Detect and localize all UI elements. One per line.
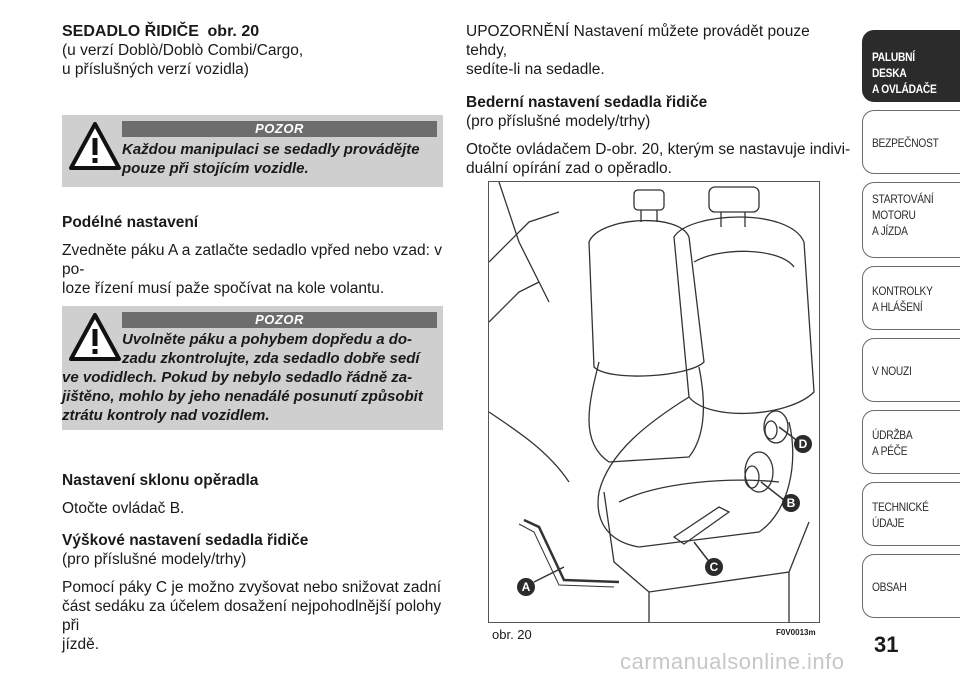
lumbar-heading: Bederní nastavení sedadla řidiče xyxy=(466,94,708,111)
lumbar-note: (pro příslušné modely/trhy) xyxy=(466,113,651,130)
tab-kontrolky[interactable] xyxy=(862,266,960,330)
page-number: 31 xyxy=(874,632,899,657)
watermark: carmanualsonline.info xyxy=(620,649,845,674)
seat-figure xyxy=(488,181,820,623)
tab-label: OBSAH xyxy=(872,580,907,594)
seat-illustration xyxy=(489,182,819,622)
tab-label: ÚDRŽBA A PÉČE xyxy=(872,428,913,458)
tab-label: STARTOVÁNÍ MOTORU A JÍZDA xyxy=(872,192,934,238)
title-note-2: u příslušných verzí vozidla) xyxy=(62,61,249,78)
height-text-2: část sedáku za účelem dosažení nejpohodlnější polohy při xyxy=(62,598,442,634)
tab-label: V NOUZI xyxy=(872,364,912,378)
tab-label: BEZPEČNOST xyxy=(872,136,939,150)
recline-heading: Nastavení sklonu opěradla xyxy=(62,472,259,489)
height-text-1: Pomocí páky C je možno zvyšovat nebo snižovat zadní xyxy=(62,579,442,596)
right-column xyxy=(466,22,852,178)
tab-palubni-deska[interactable] xyxy=(862,30,960,102)
section-title: SEDADLO ŘIDIČE obr. 20 xyxy=(62,23,260,40)
longitudinal-section xyxy=(62,213,444,298)
warning-box-1 xyxy=(62,115,443,187)
warning-label: POZOR xyxy=(122,121,437,137)
tab-obsah[interactable] xyxy=(862,554,960,618)
lumbar-text-1: Otočte ovládačem D-obr. 20, kterým se nastavuje indivi- xyxy=(466,141,851,158)
tab-technicke-udaje[interactable] xyxy=(862,482,960,546)
longitudinal-text-2: loze řízení musí paže spočívat na kole volantu. xyxy=(62,280,385,297)
title-note-1: (u verzí Doblò/Doblò Combi/Cargo, xyxy=(62,42,304,59)
notice-line-2: sedíte-li na sedadle. xyxy=(466,61,605,78)
figure-label-a-text: A xyxy=(521,580,531,594)
tab-startovani[interactable] xyxy=(862,182,960,258)
warning-triangle-icon xyxy=(68,121,122,171)
longitudinal-text-1: Zvedněte páku A a zatlačte sedadlo vpřed nebo vzad: v po- xyxy=(62,242,443,278)
height-heading: Výškové nastavení sedadla řidiče xyxy=(62,532,309,549)
height-note: (pro příslušné modely/trhy) xyxy=(62,551,247,568)
figure-label-b xyxy=(782,494,800,512)
figure-label-b-text: B xyxy=(786,496,796,510)
warning-label: POZOR xyxy=(122,312,437,328)
lumbar-text-2: duální opírání zad o opěradlo. xyxy=(466,160,672,177)
warning-2-line-1: Uvolněte páku a pohybem dopředu a do- xyxy=(122,331,413,348)
warning-1-line-1: Každou manipulaci se sedadly provádějte xyxy=(122,141,420,158)
figure-label-d-text: D xyxy=(798,437,808,451)
figure-label-c-text: C xyxy=(709,560,719,574)
tab-label: TECHNICKÉ ÚDAJE xyxy=(872,500,929,530)
figure-label-d xyxy=(794,435,812,453)
warning-2-line-5: ztrátu kontroly nad vozidlem. xyxy=(62,407,270,424)
warning-triangle-icon xyxy=(68,312,122,362)
tab-v-nouzi[interactable] xyxy=(862,338,960,402)
tab-label: PALUBNÍ DESKA A OVLÁDAČE xyxy=(872,50,937,96)
tab-label: KONTROLKY A HLÁŠENÍ xyxy=(872,284,933,314)
warning-2-line-4: jištěno, mohlo by jeho nenadálé posunutí způsobit xyxy=(62,388,423,405)
height-text-3: jízdě. xyxy=(62,636,100,653)
figure-label-a xyxy=(517,578,535,596)
warning-box-2 xyxy=(62,306,443,430)
warning-2-line-2: zadu zkontrolujte, zda sedadlo dobře sedí xyxy=(122,350,420,367)
tab-udrzba[interactable] xyxy=(862,410,960,474)
warning-2-line-3: ve vodidlech. Pokud by nebylo sedadlo řádně za- xyxy=(62,369,413,386)
recline-height-section xyxy=(62,471,444,654)
longitudinal-heading: Podélné nastavení xyxy=(62,214,199,231)
figure-caption: obr. 20 xyxy=(492,627,532,642)
recline-text: Otočte ovládač B. xyxy=(62,500,185,517)
warning-1-line-2: pouze při stojícím vozidle. xyxy=(122,160,309,177)
left-column xyxy=(62,22,444,79)
figure-code: F0V0013m xyxy=(776,628,816,637)
tab-bezpecnost[interactable] xyxy=(862,110,960,174)
notice-line-1: UPOZORNĚNÍ Nastavení můžete provádět pouze tehdy, xyxy=(466,23,810,59)
figure-label-c xyxy=(705,558,723,576)
